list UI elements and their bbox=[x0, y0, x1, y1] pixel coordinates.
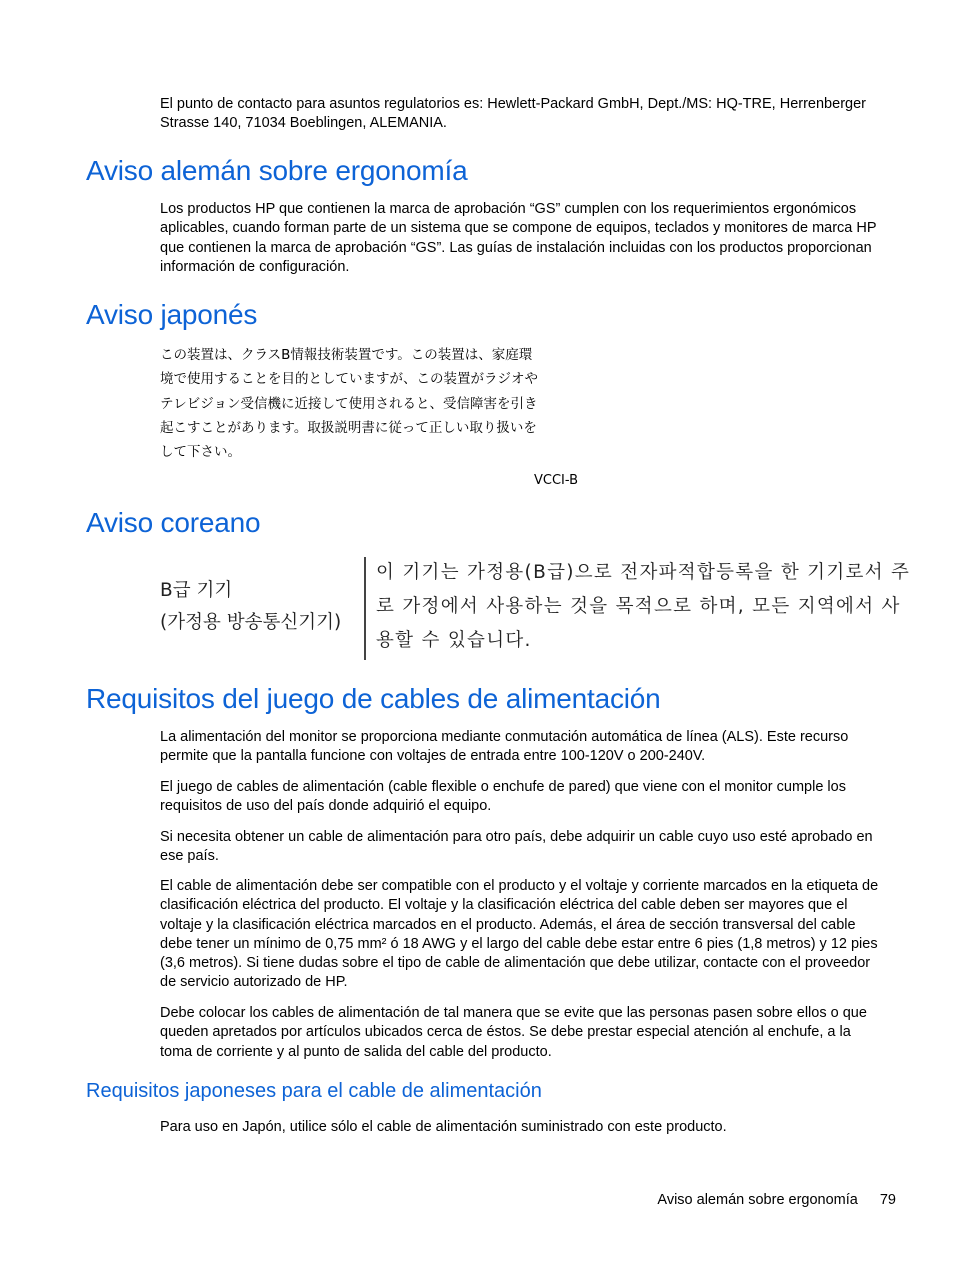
footer-section-title: Aviso alemán sobre ergonomía bbox=[657, 1192, 858, 1208]
korean-statement bbox=[376, 553, 915, 660]
power-cord-paragraph: La alimentación del monitor se proporciona mediante conmutación automática de línea (ALS). Este recurso permite que la pantalla funcione con voltajes de entrada entre 100-120V o 200-240V. bbox=[160, 729, 849, 765]
power-cord-p1-block bbox=[160, 728, 880, 767]
german-notice-paragraph: Los productos HP que contienen la marca de aprobación “GS” cumplen con los requerimientos ergonómicos aplicables, cuando forman parte de un sistema que se compone de equipos, teclados y monitores de marca HP que contienen la marca de aprobación “GS”. Las guías de instalación incluidas con los productos proporcionan información de configuración. bbox=[160, 201, 877, 275]
page-footer bbox=[657, 1190, 896, 1210]
intro-paragraph: El punto de contacto para asuntos regulatorios es: Hewlett-Packard GmbH, Dept./MS: HQ-TRE, Herrenberger Strasse 140, 71034 Boeblingen, ALEMANIA. bbox=[160, 96, 866, 132]
power-cord-p2-block bbox=[160, 778, 880, 817]
heading-korean-notice: Aviso coreano bbox=[86, 507, 261, 538]
power-cord-p5-block bbox=[160, 1004, 880, 1062]
japanese-line: 起こすことがあります。取扱説明書に従って正しい取り扱いを bbox=[160, 419, 537, 436]
heading-german-notice: Aviso alemán sobre ergonomía bbox=[86, 155, 468, 186]
vcci-label: VCCI-B bbox=[533, 473, 578, 489]
german-notice-block bbox=[160, 200, 880, 277]
power-cord-paragraph: El juego de cables de alimentación (cable flexible o enchufe de pared) que viene con el monitor cumple los requisitos de uso del país donde adquirió el equipo. bbox=[160, 779, 846, 815]
korean-right-line: 이 기기는 가정용(B급)으로 전자파적합등록을 한 기기로서 주 bbox=[376, 562, 911, 583]
korean-divider bbox=[364, 557, 366, 660]
korean-right-line: 용할 수 있습니다. bbox=[376, 630, 532, 651]
power-cord-p3-block bbox=[160, 828, 880, 867]
intro-paragraph-block bbox=[160, 95, 880, 134]
korean-left-line: B급 기기 bbox=[160, 580, 233, 601]
japanese-line: して下さい。 bbox=[160, 444, 241, 461]
japanese-line: 境で使用することを目的としていますが、この装置がラジオや bbox=[160, 371, 538, 388]
power-cord-p4-block bbox=[160, 877, 880, 993]
heading-power-cord: Requisitos del juego de cables de alimentación bbox=[86, 683, 661, 714]
japanese-line: テレビジョン受信機に近接して使用されると、受信障害を引き bbox=[160, 395, 538, 412]
heading-japan-cord: Requisitos japoneses para el cable de alimentación bbox=[86, 1080, 542, 1102]
japan-cord-block bbox=[160, 1118, 880, 1137]
korean-notice-image bbox=[160, 553, 915, 660]
heading-japanese-notice: Aviso japonés bbox=[86, 299, 258, 330]
korean-left-line: (가정용 방송통신기기) bbox=[160, 612, 342, 633]
power-cord-paragraph: Debe colocar los cables de alimentación de tal manera que se evite que las personas pasen sobre ellos o que queden apretados por artículos ubicados cerca de éstos. Se debe prestar especial atención al enchufe, a la toma de corriente y al punto de salida del cable del producto. bbox=[160, 1005, 867, 1060]
japanese-notice-image bbox=[160, 343, 578, 494]
power-cord-paragraph: Si necesita obtener un cable de alimentación para otro país, debe adquirir un cable cuyo uso esté aprobado en ese país. bbox=[160, 829, 873, 865]
korean-right-line: 로 가정에서 사용하는 것을 목적으로 하며, 모든 지역에서 사 bbox=[376, 596, 901, 617]
japanese-line: この装置は、クラスB情報技術装置です。この装置は、家庭環 bbox=[160, 347, 533, 363]
power-cord-paragraph: El cable de alimentación debe ser compatible con el producto y el voltaje y corriente marcados en la etiqueta de clasificación eléctrica del producto. El voltaje y la clasificación eléctrica del cable deben ser mayores que el voltaje y la clasificación eléctrica marcados en el producto. Además, el área de sección transversal del cable debe tener un mínimo de 0,75 mm² ó 18 AWG y el largo del cable debe estar entre 6 pies (1,8 metros) y 12 pies (3,6 metros). Si tiene dudas sobre el tipo de cable de alimentación que debe utilizar, contacte con el proveedor de servicio autorizado de HP. bbox=[160, 878, 879, 991]
page-number: 79 bbox=[879, 1192, 896, 1208]
japan-cord-paragraph: Para uso en Japón, utilice sólo el cable de alimentación suministrado con este producto. bbox=[160, 1119, 727, 1135]
korean-class-label bbox=[160, 553, 364, 660]
